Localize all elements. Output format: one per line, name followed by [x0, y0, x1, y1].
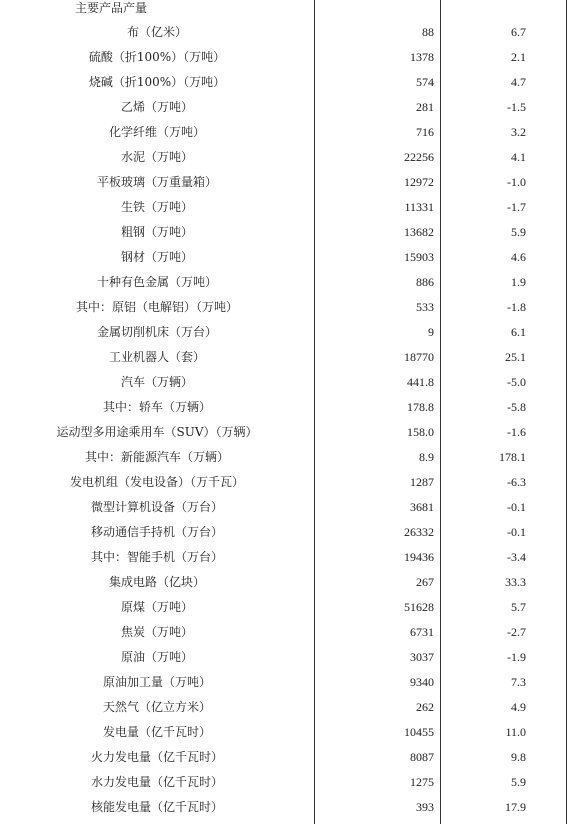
table-row [0, 95, 567, 120]
growth-rate: 33.3 [505, 575, 526, 589]
product-name: 核能发电量（亿千瓦时） [90, 800, 223, 814]
product-name: 发电机组（发电设备）（万千瓦） [69, 475, 244, 489]
growth-rate: 3.2 [511, 125, 526, 139]
output-value: 3681 [410, 500, 434, 514]
table-row [0, 770, 567, 795]
table-row [0, 745, 567, 770]
growth-rate: 25.1 [505, 350, 526, 364]
output-value: 9 [428, 325, 434, 339]
table-row [0, 670, 567, 695]
growth-rate: 9.8 [511, 750, 526, 764]
table-row [0, 595, 567, 620]
growth-rate: 1.9 [511, 275, 526, 289]
product-name: 水力发电量（亿千瓦时） [90, 775, 223, 789]
output-value: 11331 [404, 200, 434, 214]
product-name: 发电量（亿千瓦时） [102, 725, 211, 739]
growth-rate: -1.5 [507, 100, 526, 114]
output-value: 9340 [410, 675, 434, 689]
table-row [0, 645, 567, 670]
table-row [0, 170, 567, 195]
growth-rate: -0.1 [507, 500, 526, 514]
table-row [0, 245, 567, 270]
output-value: 393 [416, 800, 434, 814]
output-value: 281 [416, 100, 434, 114]
output-value: 88 [422, 25, 434, 39]
output-value: 441.8 [407, 375, 434, 389]
growth-rate: -1.9 [507, 650, 526, 664]
table-row [0, 370, 567, 395]
product-name: 集成电路（亿块） [108, 575, 205, 589]
growth-rate: 7.3 [511, 675, 526, 689]
output-value: 886 [416, 275, 434, 289]
output-value: 8087 [410, 750, 434, 764]
table-row [0, 695, 567, 720]
growth-rate: 5.9 [511, 225, 526, 239]
output-value: 26332 [404, 525, 434, 539]
product-name: 原油（万吨） [120, 650, 193, 664]
growth-rate: -1.0 [507, 175, 526, 189]
product-name: 金属切削机床（万台） [96, 325, 217, 339]
output-value: 22256 [404, 150, 434, 164]
table-row [0, 295, 567, 320]
growth-rate: 6.7 [511, 25, 526, 39]
growth-rate: 178.1 [499, 450, 526, 464]
output-value: 3037 [410, 650, 434, 664]
product-name: 其中：新能源汽车（万辆） [84, 450, 229, 464]
product-name: 天然气（亿立方米） [102, 700, 211, 714]
table-row [0, 70, 567, 95]
output-value: 15903 [404, 250, 434, 264]
table-row [0, 570, 567, 595]
table-body [0, 20, 567, 820]
product-name: 运动型多用途乘用车（SUV）（万辆） [56, 425, 258, 439]
product-name: 水泥（万吨） [120, 150, 193, 164]
growth-rate: -1.6 [507, 425, 526, 439]
output-value: 533 [416, 300, 434, 314]
growth-rate: 5.9 [511, 775, 526, 789]
table-row [0, 320, 567, 345]
growth-rate: 6.1 [511, 325, 526, 339]
table-row [0, 520, 567, 545]
table-row [0, 620, 567, 645]
growth-rate: -6.3 [507, 475, 526, 489]
output-value: 10455 [404, 725, 434, 739]
output-value: 1378 [410, 50, 434, 64]
output-value: 1275 [410, 775, 434, 789]
product-name: 原煤（万吨） [120, 600, 193, 614]
table-row [0, 395, 567, 420]
output-value: 1287 [410, 475, 434, 489]
table-row [0, 145, 567, 170]
output-value: 267 [416, 575, 434, 589]
table-row [0, 420, 567, 445]
table-row [0, 195, 567, 220]
growth-rate: -1.8 [507, 300, 526, 314]
product-name: 汽车（万辆） [120, 375, 193, 389]
section-label: 主要产品产量 [75, 1, 148, 15]
growth-rate: 5.7 [511, 600, 526, 614]
product-name: 原油加工量（万吨） [102, 675, 211, 689]
product-name: 十种有色金属（万吨） [96, 275, 217, 289]
output-value: 6731 [410, 625, 434, 639]
product-name: 其中：智能手机（万台） [90, 550, 223, 564]
growth-rate: 4.1 [511, 150, 526, 164]
table-row [0, 470, 567, 495]
product-name: 乙烯（万吨） [120, 100, 193, 114]
product-name: 粗钢（万吨） [120, 225, 193, 239]
output-value: 716 [416, 125, 434, 139]
growth-rate: -0.1 [507, 525, 526, 539]
table-row [0, 445, 567, 470]
growth-rate: -5.8 [507, 400, 526, 414]
output-value: 18770 [404, 350, 434, 364]
output-value: 19436 [404, 550, 434, 564]
growth-rate: 4.7 [511, 75, 526, 89]
growth-rate: -3.4 [507, 550, 526, 564]
table-row [0, 20, 567, 45]
product-name: 生铁（万吨） [120, 200, 193, 214]
growth-rate: 17.9 [505, 800, 526, 814]
table-row [0, 270, 567, 295]
growth-rate: -2.7 [507, 625, 526, 639]
growth-rate: 2.1 [511, 50, 526, 64]
product-name: 钢材（万吨） [120, 250, 193, 264]
table-row [0, 720, 567, 745]
growth-rate: -5.0 [507, 375, 526, 389]
product-name: 硫酸（折100%）（万吨） [88, 50, 226, 64]
growth-rate: -1.7 [507, 200, 526, 214]
output-value: 12972 [404, 175, 434, 189]
product-name: 工业机器人（套） [108, 350, 205, 364]
output-value: 13682 [404, 225, 434, 239]
table-row [0, 495, 567, 520]
table-row [0, 795, 567, 820]
section-header-row [0, 0, 314, 16]
product-name: 其中：原铝（电解铝）（万吨） [75, 300, 238, 314]
product-name: 其中：轿车（万辆） [102, 400, 211, 414]
growth-rate: 4.9 [511, 700, 526, 714]
table-row [0, 45, 567, 70]
product-name: 移动通信手持机（万台） [90, 525, 223, 539]
table-row [0, 120, 567, 145]
output-value: 262 [416, 700, 434, 714]
output-value: 574 [416, 75, 434, 89]
growth-rate: 4.6 [511, 250, 526, 264]
product-name: 平板玻璃（万重量箱） [96, 175, 217, 189]
table-row [0, 345, 567, 370]
product-name: 微型计算机设备（万台） [90, 500, 223, 514]
output-value: 178.8 [407, 400, 434, 414]
table-row [0, 220, 567, 245]
product-name: 化学纤维（万吨） [108, 125, 205, 139]
output-value: 8.9 [419, 450, 434, 464]
product-name: 火力发电量（亿千瓦时） [90, 750, 223, 764]
table-row [0, 545, 567, 570]
output-value: 158.0 [407, 425, 434, 439]
growth-rate: 11.0 [505, 725, 526, 739]
output-value: 51628 [404, 600, 434, 614]
product-name: 焦炭（万吨） [120, 625, 193, 639]
product-name: 布（亿米） [126, 25, 187, 39]
product-name: 烧碱（折100%）（万吨） [88, 75, 226, 89]
